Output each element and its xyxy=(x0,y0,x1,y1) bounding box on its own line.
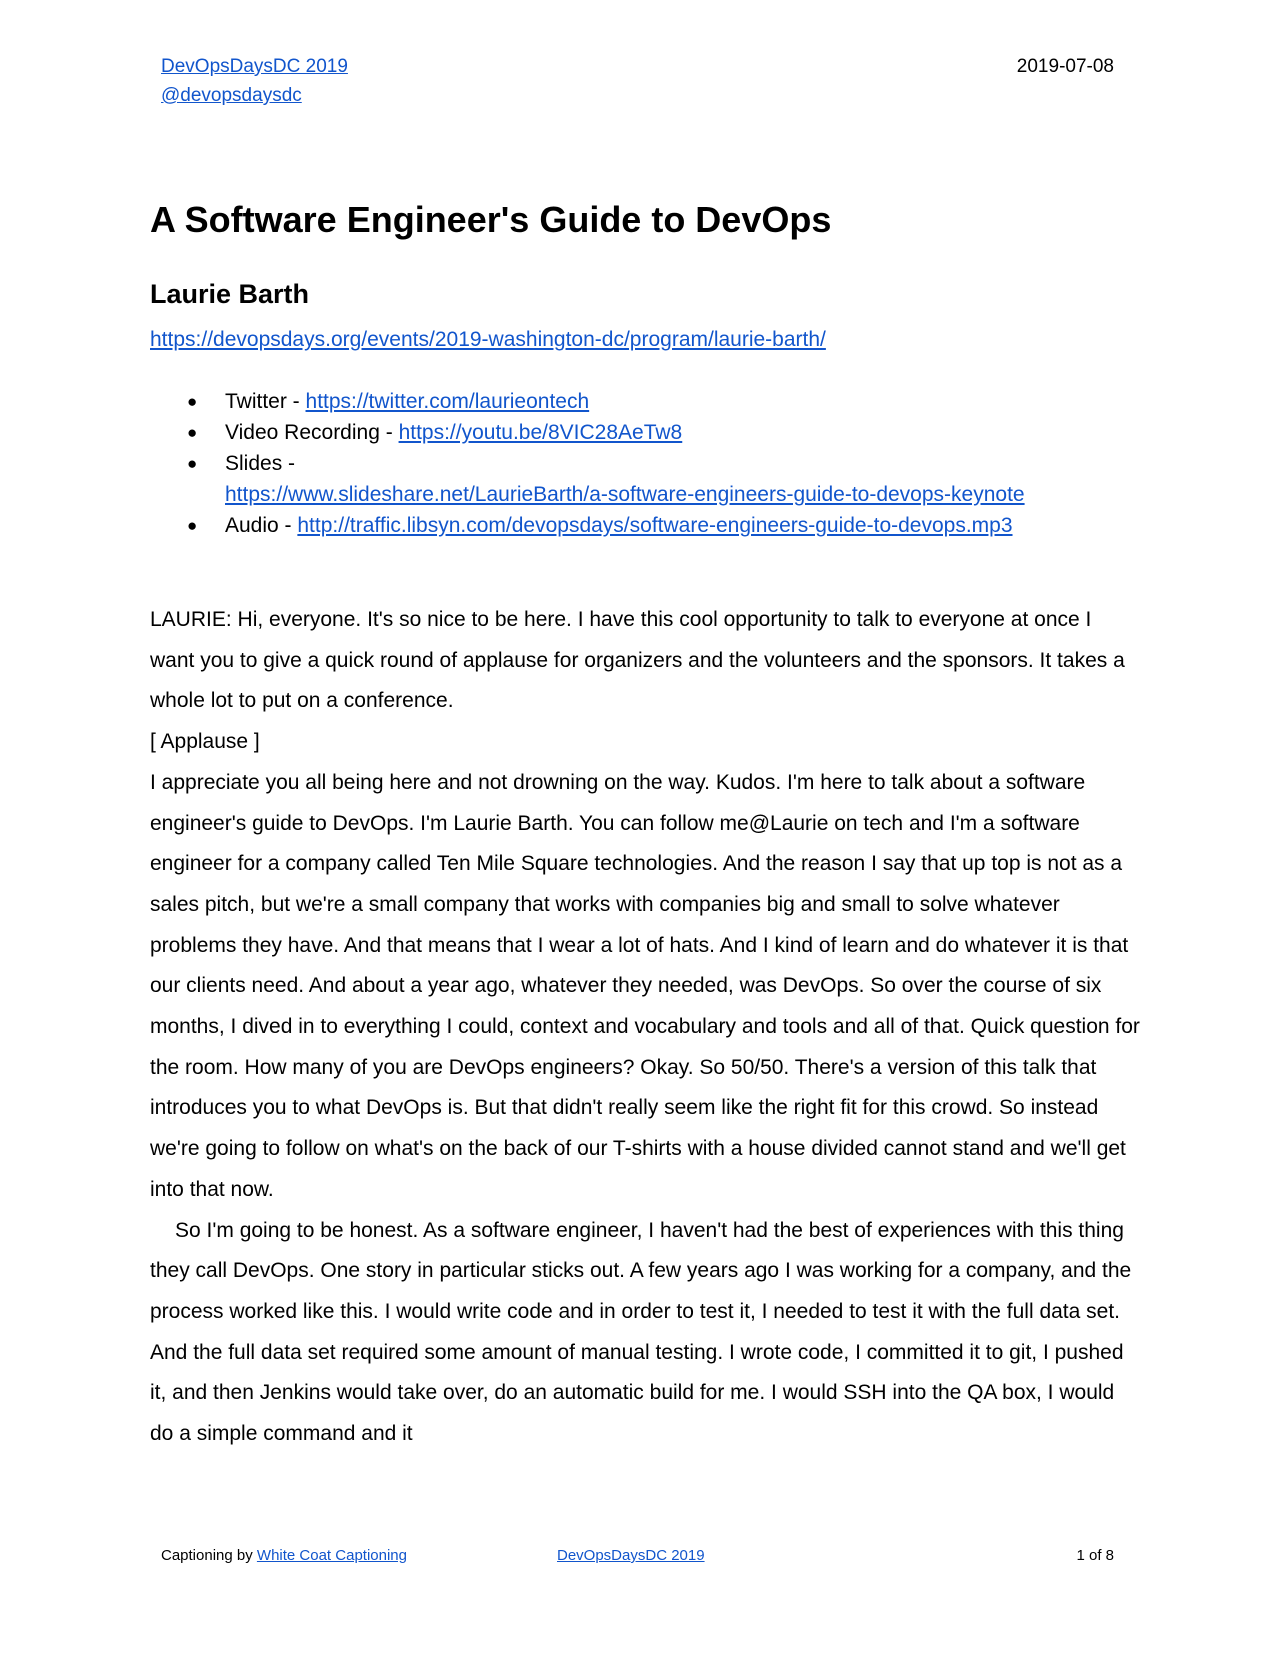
resource-list xyxy=(150,386,1150,541)
header-links xyxy=(161,52,348,110)
transcript-paragraph: LAURIE: Hi, everyone. It's so nice to be here. I have this cool opportunity to talk to everyone at once I want you to give a quick round of applause for organizers and the volunteers and the sponsors. It takes a whole lot to put on a conference. xyxy=(150,608,1125,713)
resource-label: Video Recording - xyxy=(225,421,399,444)
resource-label: Slides - xyxy=(225,452,296,475)
bullet-icon: ● xyxy=(187,454,198,473)
slides-link[interactable]: https://www.slideshare.net/LaurieBarth/a-software-engineers-guide-to-devops-keynote xyxy=(225,483,1025,506)
page-footer xyxy=(161,1545,1114,1567)
bullet-icon: ● xyxy=(187,423,198,442)
speaker-name: Laurie Barth xyxy=(150,279,310,309)
speaker-url-line xyxy=(150,325,826,355)
page-number: 1 of 8 xyxy=(1076,1547,1114,1564)
resource-item-video xyxy=(150,417,1150,448)
twitter-handle-link[interactable]: @devopsdaysdc xyxy=(161,85,302,106)
event-link[interactable]: DevOpsDaysDC 2019 xyxy=(161,56,348,77)
resource-item-slides xyxy=(150,448,1150,510)
transcript-body xyxy=(150,600,1140,1455)
footer-captioning-prefix: Captioning by xyxy=(161,1547,257,1564)
bullet-icon: ● xyxy=(187,516,198,535)
footer-captioning xyxy=(161,1545,407,1567)
speaker-profile-link[interactable]: https://devopsdays.org/events/2019-washington-dc/program/laurie-barth/ xyxy=(150,328,826,351)
twitter-link[interactable]: https://twitter.com/laurieontech xyxy=(305,390,590,413)
audio-link[interactable]: http://traffic.libsyn.com/devopsdays/software-engineers-guide-to-devops.mp3 xyxy=(297,514,1013,537)
captioning-company-link[interactable]: White Coat Captioning xyxy=(256,1547,407,1564)
resource-item-audio xyxy=(150,510,1150,541)
document-title: A Software Engineer's Guide to DevOps xyxy=(150,199,832,240)
bullet-icon: ● xyxy=(187,392,198,411)
footer-event xyxy=(557,1545,705,1567)
transcript-paragraph: [ Applause ] xyxy=(150,730,260,754)
footer-event-link[interactable]: DevOpsDaysDC 2019 xyxy=(557,1547,705,1564)
resource-label: Twitter - xyxy=(225,390,306,413)
transcript-paragraph: I appreciate you all being here and not drowning on the way. Kudos. I'm here to talk about a software engineer's guide to DevOps. I'm Laurie Barth. You can follow me@Laurie on tech and I'm a software engineer for a company called Ten Mile Square technologies. And the reason I say that up top is not as a sales pitch, but we're a small company that works with companies big and small to solve whatever problems they have. And that means that I wear a lot of hats. And I kind of learn and do whatever it is that our clients need. And about a year ago, whatever they needed, was DevOps. So over the course of six months, I dived in to everything I could, context and vocabulary and tools and all of that. Quick question for the room. How many of you are DevOps engineers? Okay. So 50/50. There's a version of this talk that introduces you to what DevOps is. But that didn't really seem like the right fit for this crowd. So instead we're going to follow on what's on the back of our T-shirts with a house divided cannot stand and we'll get into that now. xyxy=(150,770,1140,1201)
header-date: 2019-07-08 xyxy=(1016,56,1114,77)
transcript-paragraph: So I'm going to be honest. As a software engineer, I haven't had the best of experiences with this thing they call DevOps. One story in particular sticks out. A few years ago I was working for a company, and the process worked like this. I would write code and in order to test it, I needed to test it with the full data set. And the full data set required some amount of manual testing. I wrote code, I committed it to git, I pushed it, and then Jenkins would take over, do an automatic build for me. I would SSH into the QA box, I would do a simple command and it xyxy=(150,1218,1132,1446)
resource-item-twitter xyxy=(150,386,1150,417)
resource-label: Audio - xyxy=(225,514,298,537)
video-link[interactable]: https://youtu.be/8VIC28AeTw8 xyxy=(398,421,683,444)
